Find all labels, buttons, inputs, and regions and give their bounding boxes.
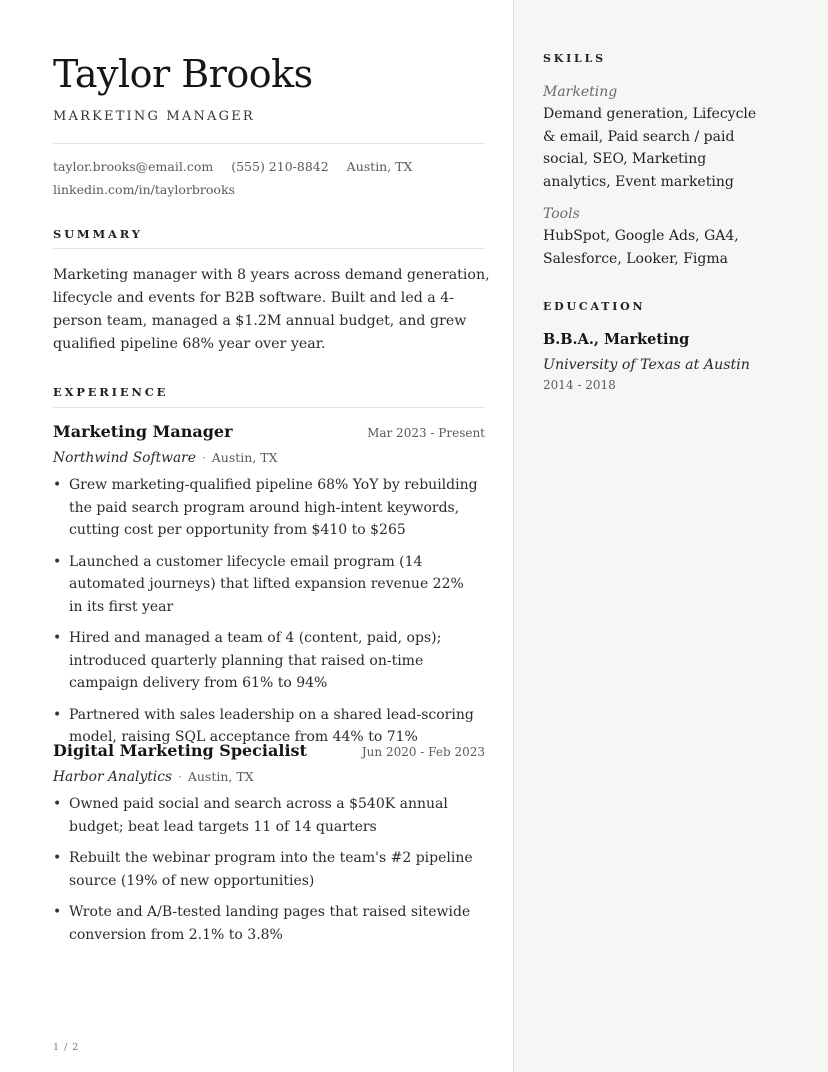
job-header [53,422,485,446]
job-bullet: • Owned paid social and search across a $540K annual budget; beat lead targets 11 of 14 quarters [69,793,485,838]
education-school: University of Texas at Austin [543,357,750,373]
job-bullet: • Wrote and A/B-tested landing pages that raised sitewide conversion from 2.1% to 3.8% [69,901,485,946]
summary-heading: SUMMARY [53,227,143,241]
job-dates: Jun 2020 - Feb 2023 [361,745,485,759]
job-bullet: • Hired and managed a team of 4 (content, paid, ops); introduced quarterly planning that raised on-time campaign delivery from 61% to 94% [69,627,485,695]
job-company-line [53,767,485,787]
education-entry [543,329,793,393]
job-entry [53,422,485,758]
job-bullet: • Grew marketing-qualified pipeline 68% YoY by rebuilding the paid search program around high-intent keywords, cutting cost per opportunity from $410 to $265 [69,474,485,542]
candidate-name: Taylor Brooks [53,52,313,96]
skills-heading: SKILLS [543,52,606,65]
skill-group-items: Demand generation, Lifecycle & email, Paid search / paid social, SEO, Marketing analytics, Event marketing [543,106,757,190]
contact-location: Austin, TX [346,159,413,174]
education-heading: EDUCATION [543,300,646,313]
job-company: Harbor Analytics [53,769,173,785]
contact-email: taylor.brooks@email.com [53,159,214,174]
contact-linkedin: linkedin.com/in/taylorbrooks [53,182,235,197]
skill-group-marketing [543,81,773,193]
summary-text: Marketing manager with 8 years across demand generation, lifecycle and events for B2B software. Built and led a 4-person team, managed a $1.2M annual budget, and grew qualified pipeline 68% year over year. [53,267,490,352]
experience-heading: EXPERIENCE [53,385,169,399]
page-indicator: 1 / 2 [53,1042,80,1053]
job-entry [53,741,485,955]
job-bullets [53,793,485,946]
job-bullet: • Partnered with sales leadership on a shared lead-scoring model, raising SQL acceptance from 44% to 71% [69,704,485,749]
education-degree: B.B.A., Marketing [543,331,690,348]
experience-divider [53,407,485,408]
separator-dot: · [201,451,206,465]
job-location: Austin, TX [211,450,278,465]
contact-info [53,155,485,201]
contact-phone: (555) 210-8842 [231,159,329,174]
skill-group-items: HubSpot, Google Ads, GA4, Salesforce, Looker, Figma [543,228,739,267]
education-years: 2014 - 2018 [543,378,616,392]
job-company-line [53,448,485,468]
skill-group-tools [543,203,773,270]
job-company: Northwind Software [53,450,196,466]
job-title: Digital Marketing Specialist [53,741,307,760]
separator-dot: · [178,770,182,784]
job-title: Marketing Manager [53,422,233,441]
job-header [53,741,485,765]
job-bullets [53,474,485,749]
header-divider [53,143,485,144]
candidate-title: MARKETING MANAGER [53,109,255,124]
job-bullet: • Rebuilt the webinar program into the team's #2 pipeline source (19% of new opportunities) [69,847,485,892]
summary-divider [53,248,485,249]
job-dates: Mar 2023 - Present [367,426,485,440]
job-bullet: • Launched a customer lifecycle email program (14 automated journeys) that lifted expansion revenue 22% in its first year [69,551,485,619]
job-location: Austin, TX [187,769,254,784]
skill-group-label: Marketing [543,84,618,100]
skill-group-label: Tools [543,206,580,222]
